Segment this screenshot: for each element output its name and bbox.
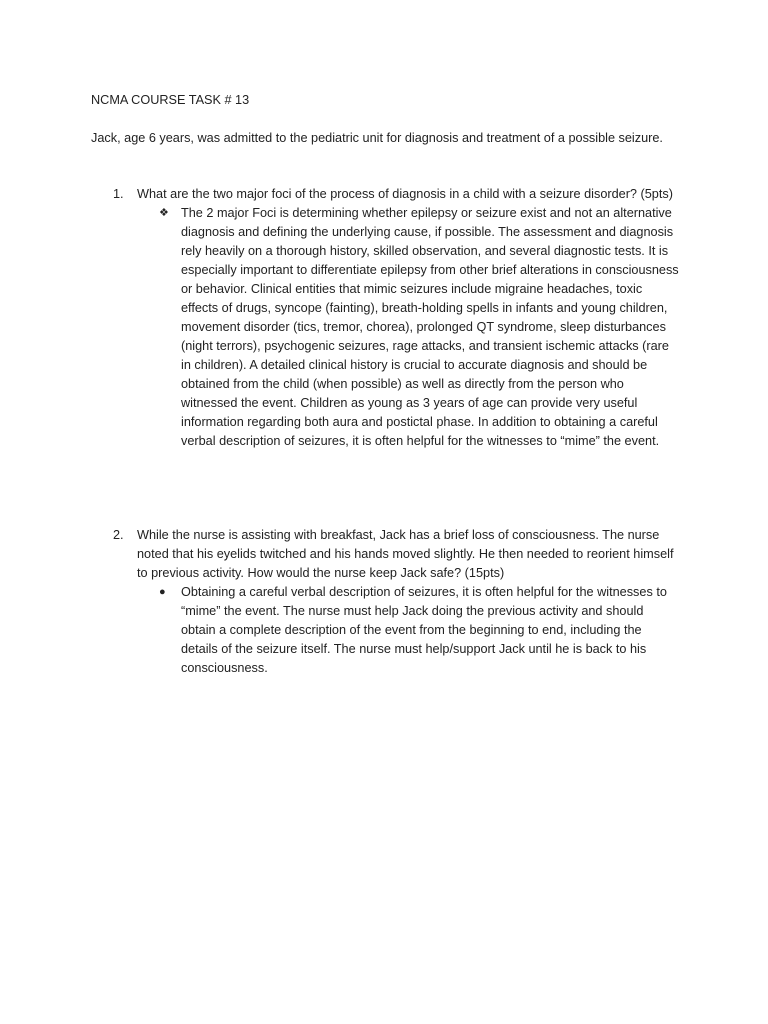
answer-item <box>159 204 679 451</box>
document-title: NCMA COURSE TASK # 13 <box>91 93 250 107</box>
answer-text: The 2 major Foci is determining whether epilepsy or seizure exist and not an alternative diagnosis and defining the underlying cause, if possible. The assessment and diagnosis rely heavily on a thorough history, skilled observation, and several diagnostic tests. It is especially important to differentiate epilepsy from other brief alterations in consciousness or behavior. Clinical entities that mimic seizures include migraine headaches, toxic effects of drugs, syncope (fainting), breath-holding spells in infants and young children, movement disorder (tics, tremor, chorea), prolonged QT syndrome, sleep disturbances (night terrors), psychogenic seizures, rage attacks, and transient ischemic attacks (rare in children). A detailed clinical history is crucial to accurate diagnosis and should be obtained from the child (when possible) as well as directly from the person who witnessed the event. Children as young as 3 years of age can provide very useful information regarding both aura and postictal phase. In addition to obtaining a careful verbal description of seizures, it is often helpful for the witnesses to “mime” the event. <box>181 206 679 448</box>
answer-text: Obtaining a careful verbal description of seizures, it is often helpful for the witnesses to “mime” the event. The nurse must help Jack doing the previous activity and should obtain a complete description of the event from the beginning to end, including the details of the seizure itself. The nurse must help/support Jack until he is back to his consciousness. <box>181 585 667 675</box>
question-2 <box>113 526 693 678</box>
question-number: 2. <box>113 528 124 542</box>
diamond-bullet-icon: ❖ <box>159 207 169 219</box>
intro-paragraph: Jack, age 6 years, was admitted to the pediatric unit for diagnosis and treatment of a possible seizure. <box>91 131 663 145</box>
question-1 <box>113 185 693 451</box>
question-text: What are the two major foci of the process of diagnosis in a child with a seizure disorder? (5pts) <box>137 187 673 201</box>
question-text: While the nurse is assisting with breakfast, Jack has a brief loss of consciousness. The nurse noted that his eyelids twitched and his hands moved slightly. He then needed to reorient himself to previous activity. How would the nurse keep Jack safe? (15pts) <box>137 528 674 580</box>
question-number: 1. <box>113 187 124 201</box>
bullet-dot-icon: ● <box>159 586 166 598</box>
answer-item <box>159 583 679 678</box>
